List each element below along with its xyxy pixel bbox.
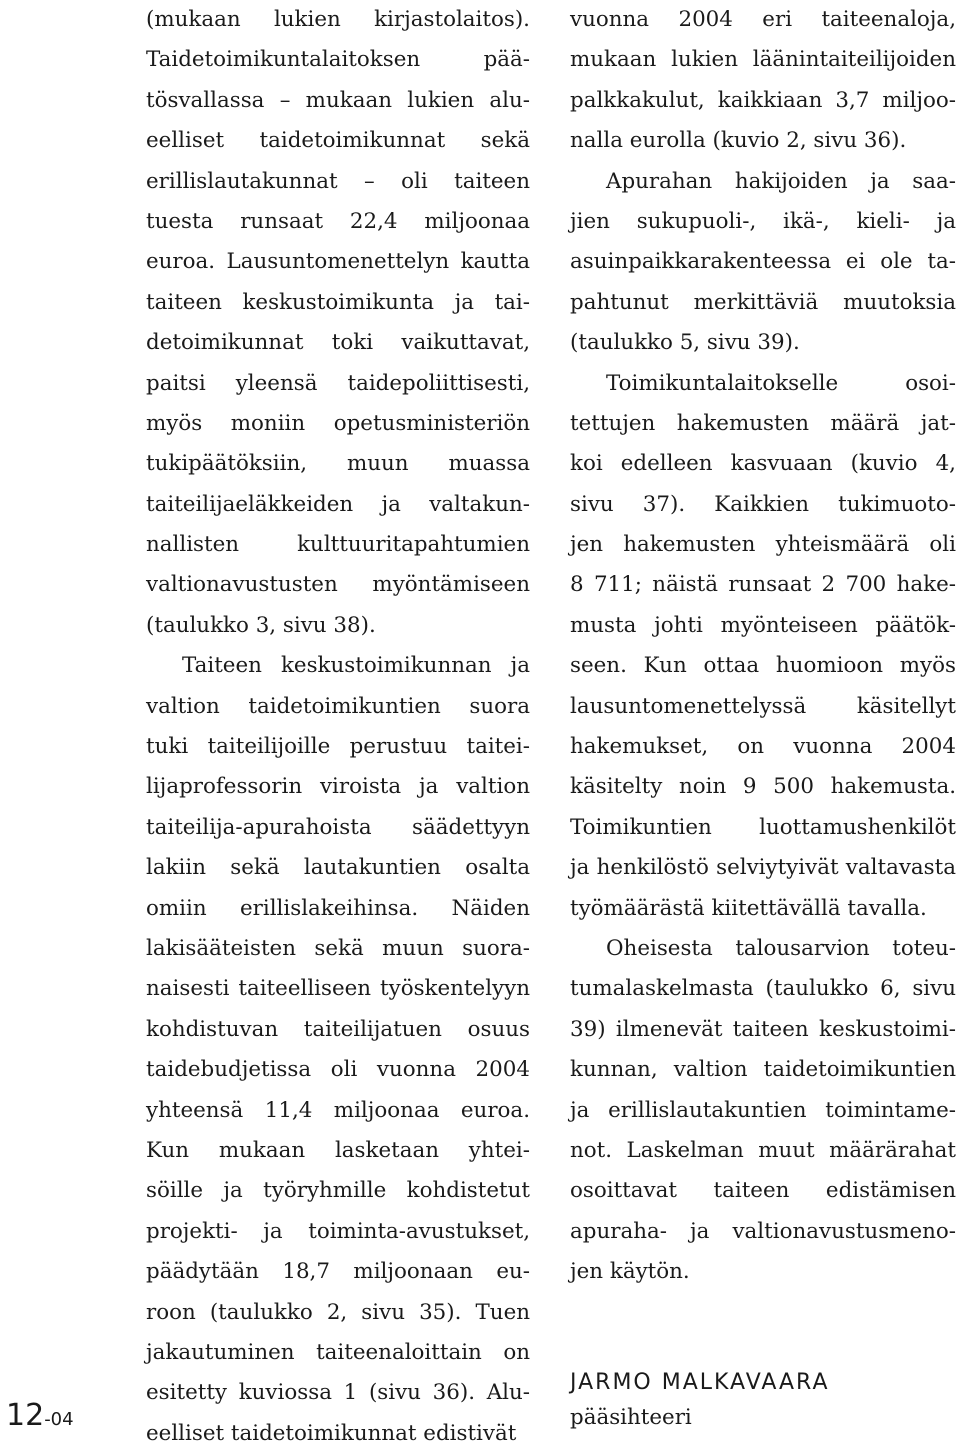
text-line: naisesti taiteelliseen työskentelyyn: [146, 976, 530, 1002]
text-line: eelliset taidetoimikunnat edistivät: [146, 1420, 517, 1446]
text-line: (mukaan lukien kirjastolaitos).: [146, 7, 530, 32]
text-line: lakiin sekä lautakuntien osalta: [146, 855, 530, 881]
text-line: erillislautakunnat – oli taiteen: [146, 168, 530, 194]
text-line: nallisten kulttuuritapahtumien: [146, 532, 530, 558]
text-line: roon (taulukko 2, sivu 35). Tuen: [146, 1299, 530, 1325]
text-line: koi edelleen kasvuaan (kuvio 4,: [570, 451, 956, 477]
text-line: myös moniin opetusministeriön: [146, 410, 530, 436]
text-line: apuraha- ja valtionavustusmeno-: [570, 1218, 956, 1244]
author-name: JARMO MALKAVAARA: [570, 1370, 830, 1395]
page-number: [6, 1398, 74, 1433]
text-line: valtionavustusten myöntämiseen: [146, 572, 530, 598]
text-line: jien sukupuoli-, ikä-, kieli- ja: [570, 208, 956, 234]
text-line: taiteen keskustoimikunta ja tai-: [146, 289, 530, 315]
text-line: valtion taidetoimikuntien suora: [146, 693, 530, 719]
text-line: seen. Kun ottaa huomioon myös: [570, 653, 956, 679]
text-line: projekti- ja toiminta-avustukset,: [146, 1218, 530, 1244]
text-line: tukipäätöksiin, muun muassa: [146, 451, 530, 477]
text-line: sivu 37). Kaikkien tukimuoto-: [570, 491, 956, 517]
left-text-column: [146, 0, 530, 1454]
page-number-value: 12: [6, 1398, 45, 1433]
text-line: detoimikunnat toki vaikuttavat,: [146, 330, 530, 356]
text-line: Apurahan hakijoiden ja saa-: [606, 168, 956, 194]
text-line: lakisääteisten sekä muun suora-: [146, 935, 530, 961]
text-line: euroa. Lausuntomenettelyn kautta: [146, 249, 530, 275]
text-line: jen käytön.: [570, 1259, 690, 1285]
text-line: mukaan lukien läänintaiteilijoiden: [570, 47, 956, 73]
right-text-column: [570, 0, 956, 1293]
text-line: kunnan, valtion taidetoimikuntien: [570, 1057, 956, 1083]
text-line: tettujen hakemusten määrä jat-: [570, 410, 956, 436]
text-line: tumalaskelmasta (taulukko 6, sivu: [570, 976, 956, 1002]
text-line: tuesta runsaat 22,4 miljoonaa: [146, 208, 530, 234]
text-line: Kun mukaan lasketaan yhtei-: [146, 1137, 530, 1163]
text-line: ja erillislautakuntien toimintame-: [570, 1097, 956, 1123]
issue-number: -04: [44, 1409, 74, 1430]
text-line: lausuntomenettelyssä käsitellyt: [570, 693, 956, 719]
text-line: hakemukset, on vuonna 2004: [570, 734, 956, 760]
text-line: asuinpaikkarakenteessa ei ole ta-: [570, 249, 956, 275]
text-line: jakautuminen taiteenaloittain on: [146, 1339, 530, 1365]
page-margin: [0, 0, 112, 1446]
text-line: palkkakulut, kaikkiaan 3,7 miljoo-: [570, 87, 956, 113]
text-line: söille ja työryhmille kohdistetut: [146, 1178, 530, 1204]
text-line: osoittavat taiteen edistämisen: [570, 1178, 956, 1204]
text-line: 39) ilmenevät taiteen keskustoimi-: [570, 1016, 956, 1042]
text-line: työmäärästä kiitettävällä tavalla.: [570, 895, 927, 921]
text-line: käsitelty noin 9 500 hakemusta.: [570, 774, 956, 800]
text-line: eelliset taidetoimikunnat sekä: [146, 128, 530, 154]
text-line: Toimikuntien luottamushenkilöt: [570, 814, 956, 840]
text-line: esitetty kuviossa 1 (sivu 36). Alu-: [146, 1380, 530, 1406]
text-line: yhteensä 11,4 miljoonaa euroa.: [146, 1097, 530, 1123]
text-line: vuonna 2004 eri taiteenaloja,: [570, 7, 956, 32]
text-line: (taulukko 3, sivu 38).: [146, 612, 376, 638]
text-line: tuki taiteilijoille perustuu taitei-: [146, 734, 530, 760]
text-line: pahtunut merkittäviä muutoksia: [570, 289, 956, 315]
text-line: päädytään 18,7 miljoonaan eu-: [146, 1259, 530, 1285]
text-line: ja henkilöstö selviytyivät valtavasta: [570, 855, 956, 881]
text-line: omiin erillislakeihinsa. Näiden: [146, 895, 530, 921]
author-title: pääsihteeri: [570, 1405, 692, 1430]
text-line: nalla eurolla (kuvio 2, sivu 36).: [570, 128, 907, 154]
text-line: taidebudjetissa oli vuonna 2004: [146, 1057, 530, 1083]
text-line: lijaprofessorin viroista ja valtion: [146, 774, 530, 800]
text-line: musta johti myönteiseen päätök-: [570, 612, 956, 638]
text-line: (taulukko 5, sivu 39).: [570, 330, 800, 356]
text-line: tösvallassa – mukaan lukien alu-: [146, 87, 530, 113]
text-line: Taiteen keskustoimikunnan ja: [182, 653, 530, 679]
text-line: Oheisesta talousarvion toteu-: [606, 935, 956, 961]
text-line: paitsi yleensä taidepoliittisesti,: [146, 370, 530, 396]
text-line: jen hakemusten yhteismäärä oli: [570, 532, 956, 558]
text-line: not. Laskelman muut määrärahat: [570, 1137, 956, 1163]
text-line: Taidetoimikuntalaitoksen pää-: [146, 47, 530, 73]
text-line: 8 711; näistä runsaat 2 700 hake-: [570, 572, 956, 598]
text-line: taiteilija-apurahoista säädettyyn: [146, 814, 530, 840]
text-line: taiteilijaeläkkeiden ja valtakun-: [146, 491, 530, 517]
text-line: kohdistuvan taiteilijatuen osuus: [146, 1016, 530, 1042]
text-line: Toimikuntalaitokselle osoi-: [606, 370, 956, 396]
